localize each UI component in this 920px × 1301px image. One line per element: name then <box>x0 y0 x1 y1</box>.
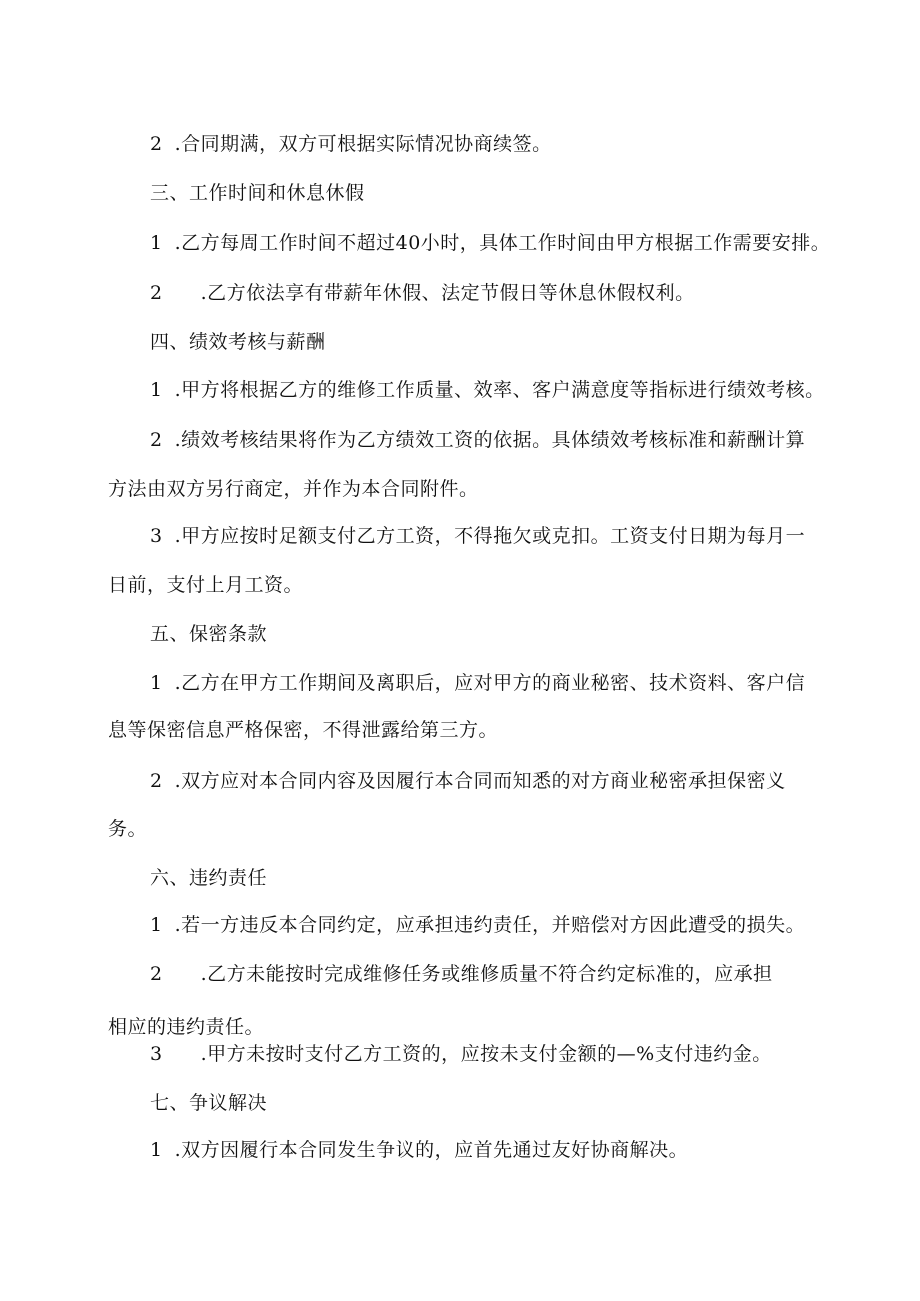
clause-number: 1 <box>150 379 163 401</box>
clause-text: .甲方未按时支付乙方工资的，应按未支付金额的—%支付违约金。 <box>200 1043 772 1065</box>
clause-text: .双方应对本合同内容及因履行本合同而知悉的对方商业秘密承担保密义 <box>174 770 786 792</box>
clause-continuation: 相应的违约责任。 <box>108 1016 265 1038</box>
section-heading-work-hours: 三、工作时间和休息休假 <box>150 182 365 204</box>
clause-continuation: 方法由双方另行商定，并作为本合同附件。 <box>108 478 479 500</box>
clause-text: .双方因履行本合同发生争议的，应首先通过友好协商解决。 <box>174 1139 689 1161</box>
section-heading-disputes: 七、争议解决 <box>150 1092 268 1114</box>
clause-text: .乙方未能按时完成维修任务或维修质量不符合约定标准的，应承担 <box>200 963 773 985</box>
clause-text: .绩效考核结果将作为乙方绩效工资的依据。具体绩效考核标准和薪酬计算 <box>174 429 806 451</box>
clause-text: .甲方应按时足额支付乙方工资，不得拖欠或克扣。工资支付日期为每月一 <box>174 525 806 547</box>
clause-number: 2 <box>150 429 163 451</box>
clause-wage-payment <box>150 524 805 548</box>
clause-number: 1 <box>150 672 163 694</box>
clause-number: 2 <box>150 770 163 792</box>
clause-renewal <box>150 132 552 156</box>
clause-text: .乙方在甲方工作期间及离职后，应对甲方的商业秘密、技术资料、客户信 <box>174 672 806 694</box>
clause-late-wages <box>150 1042 772 1066</box>
clause-repair-failure <box>150 962 773 986</box>
clause-negotiation <box>150 1138 688 1162</box>
clause-paid-leave <box>150 281 695 305</box>
clause-continuation: 务。 <box>108 818 148 840</box>
clause-text: .合同期满，双方可根据实际情况协商续签。 <box>174 133 552 155</box>
clause-number: 2 <box>150 282 163 304</box>
clause-number: 1 <box>150 1139 163 1161</box>
clause-text: .若一方违反本合同约定，应承担违约责任，并赔偿对方因此遭受的损失。 <box>174 914 806 936</box>
clause-secrets <box>150 671 805 695</box>
clause-text: .甲方将根据乙方的维修工作质量、效率、客户满意度等指标进行绩效考核。 <box>174 379 825 401</box>
section-heading-confidentiality: 五、保密条款 <box>150 623 268 645</box>
section-heading-performance: 四、绩效考核与薪酬 <box>150 331 326 353</box>
clause-appraisal <box>150 378 825 402</box>
clause-continuation: 日前，支付上月工资。 <box>108 574 304 596</box>
clause-text: .乙方每周工作时间不超过40小时，具体工作时间由甲方根据工作需要安排。 <box>174 232 831 254</box>
clause-number: 1 <box>150 232 163 254</box>
clause-mutual-confidentiality <box>150 769 786 793</box>
clause-number: 1 <box>150 914 163 936</box>
clause-appraisal-basis <box>150 428 805 452</box>
clause-continuation: 息等保密信息严格保密，不得泄露给第三方。 <box>108 719 499 741</box>
clause-breach <box>150 913 805 937</box>
clause-number: 2 <box>150 133 163 155</box>
section-heading-liability: 六、违约责任 <box>150 867 268 889</box>
clause-text: .乙方依法享有带薪年休假、法定节假日等休息休假权利。 <box>200 282 695 304</box>
clause-weekly-hours <box>150 231 830 255</box>
clause-number: 3 <box>150 525 163 547</box>
clause-number: 2 <box>150 963 163 985</box>
clause-number: 3 <box>150 1043 163 1065</box>
